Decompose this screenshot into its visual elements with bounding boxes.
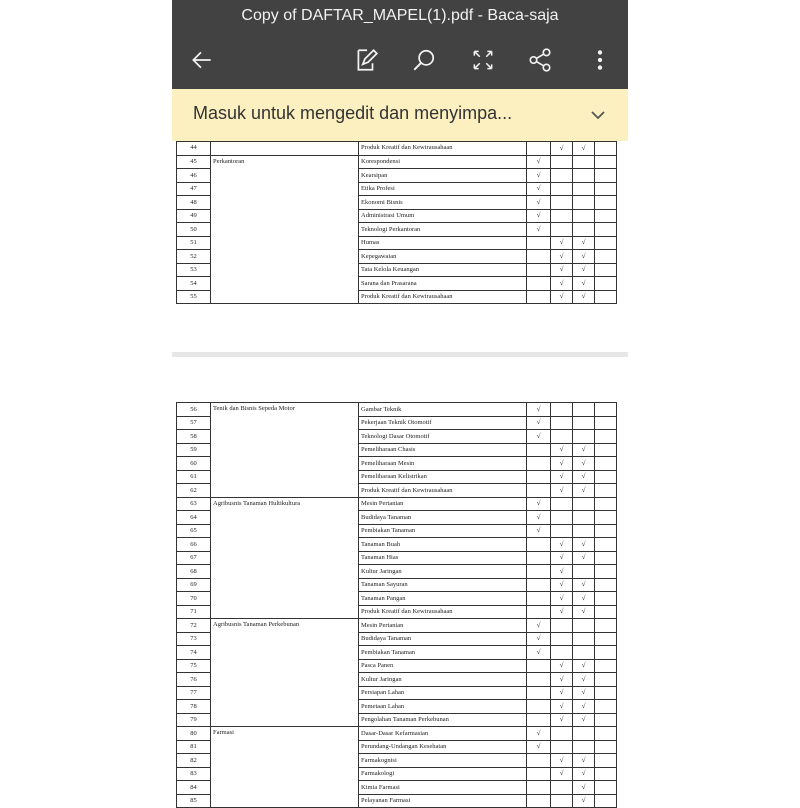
check-cell-4 [595,250,617,264]
check-cell-4 [595,470,617,484]
check-cell-4 [595,619,617,633]
program-cell: Perkantoran [211,155,359,304]
edit-icon[interactable] [350,44,382,76]
subject-cell: Perundang-Undangan Kesehatan [359,740,527,754]
check-cell-4 [595,605,617,619]
table-row [177,142,617,156]
subject-cell: Korespondensi [359,155,527,169]
check-cell-1 [527,142,551,156]
check-cell-4 [595,781,617,795]
row-number-cell: 45 [177,155,211,169]
check-cell-4 [595,403,617,417]
check-cell-2: √ [551,659,573,673]
row-number-cell: 84 [177,781,211,795]
program-cell: Agribusnis Tanaman Perkebunan [211,619,359,727]
check-cell-1 [527,290,551,304]
program-cell: Tenik dan Bisnis Sepeda Motor [211,403,359,498]
subject-cell: Kimia Farmasi [359,781,527,795]
subject-cell: Pemeliharaan Mesin [359,457,527,471]
check-cell-3: √ [573,605,595,619]
check-cell-4 [595,673,617,687]
row-number-cell: 59 [177,443,211,457]
subject-table-page-2 [176,402,617,808]
check-cell-3 [573,223,595,237]
check-cell-3: √ [573,686,595,700]
program-cell [211,142,359,156]
row-number-cell: 80 [177,727,211,741]
check-cell-1 [527,686,551,700]
row-number-cell: 70 [177,592,211,606]
row-number-cell: 51 [177,236,211,250]
row-number-cell: 50 [177,223,211,237]
check-cell-4 [595,142,617,156]
check-cell-2: √ [551,236,573,250]
row-number-cell: 69 [177,578,211,592]
check-cell-4 [595,209,617,223]
check-cell-1 [527,605,551,619]
subject-cell: Tanaman Pangan [359,592,527,606]
check-cell-4 [595,443,617,457]
check-cell-1: √ [527,169,551,183]
check-cell-1 [527,457,551,471]
subject-cell: Budidaya Tanaman [359,632,527,646]
row-number-cell: 68 [177,565,211,579]
row-number-cell: 54 [177,277,211,291]
check-cell-3 [573,169,595,183]
subject-cell: Etika Profesi [359,182,527,196]
subject-cell: Produk Kreatif dan Kewirausahaan [359,605,527,619]
row-number-cell: 55 [177,290,211,304]
subject-cell: Mesin Pertanian [359,619,527,633]
row-number-cell: 46 [177,169,211,183]
search-icon[interactable] [408,44,440,76]
check-cell-2: √ [551,250,573,264]
check-cell-1: √ [527,155,551,169]
subject-cell: Kultur Jaringan [359,565,527,579]
check-cell-3 [573,403,595,417]
check-cell-4 [595,169,617,183]
check-cell-1: √ [527,632,551,646]
fullscreen-icon[interactable] [467,44,499,76]
subject-cell: Administrasi Umum [359,209,527,223]
subject-cell: Humas [359,236,527,250]
check-cell-4 [595,551,617,565]
check-cell-1 [527,673,551,687]
check-cell-1: √ [527,403,551,417]
check-cell-2 [551,524,573,538]
check-cell-1 [527,565,551,579]
subject-cell: Mesin Pertanian [359,497,527,511]
check-cell-4 [595,740,617,754]
check-cell-3: √ [573,713,595,727]
subject-cell: Farmakognisi [359,754,527,768]
check-cell-4 [595,182,617,196]
check-cell-3 [573,524,595,538]
check-cell-2: √ [551,700,573,714]
check-cell-2: √ [551,443,573,457]
subject-cell: Pemeliharaan Kelistrikan [359,470,527,484]
program-cell: Farmasi [211,727,359,808]
row-number-cell: 66 [177,538,211,552]
check-cell-3 [573,619,595,633]
check-cell-4 [595,632,617,646]
check-cell-1: √ [527,646,551,660]
check-cell-4 [595,592,617,606]
check-cell-3: √ [573,700,595,714]
check-cell-3: √ [573,250,595,264]
check-cell-4 [595,659,617,673]
check-cell-2: √ [551,767,573,781]
subject-cell: Kearsipan [359,169,527,183]
table-row [177,619,617,633]
check-cell-4 [595,713,617,727]
check-cell-2: √ [551,263,573,277]
row-number-cell: 44 [177,142,211,156]
check-cell-3: √ [573,551,595,565]
check-cell-1 [527,659,551,673]
check-cell-2 [551,223,573,237]
row-number-cell: 57 [177,416,211,430]
check-cell-2: √ [551,578,573,592]
subject-cell: Tanaman Buah [359,538,527,552]
check-cell-3 [573,740,595,754]
check-cell-3: √ [573,673,595,687]
check-cell-3 [573,155,595,169]
check-cell-4 [595,457,617,471]
row-number-cell: 52 [177,250,211,264]
check-cell-2: √ [551,277,573,291]
row-number-cell: 72 [177,619,211,633]
check-cell-2: √ [551,713,573,727]
subject-cell: Produk Kreatif dan Kewirausahaan [359,290,527,304]
check-cell-3 [573,632,595,646]
pdf-viewer-screen [172,0,628,805]
subject-cell: Persiapan Lahan [359,686,527,700]
check-cell-4 [595,223,617,237]
check-cell-4 [595,263,617,277]
subject-cell: Gambar Teknik [359,403,527,417]
check-cell-2 [551,632,573,646]
check-cell-1 [527,470,551,484]
check-cell-1: √ [527,511,551,525]
check-cell-2 [551,740,573,754]
subject-cell: Produk Kreatif dan Kewirausahaan [359,142,527,156]
check-cell-3 [573,497,595,511]
check-cell-4 [595,277,617,291]
subject-table-page-1 [176,141,617,304]
check-cell-2: √ [551,551,573,565]
check-cell-3: √ [573,538,595,552]
check-cell-1: √ [527,416,551,430]
check-cell-2 [551,155,573,169]
check-cell-2: √ [551,605,573,619]
check-cell-4 [595,578,617,592]
check-cell-1: √ [527,619,551,633]
check-cell-2 [551,619,573,633]
row-number-cell: 67 [177,551,211,565]
check-cell-3 [573,182,595,196]
check-cell-2 [551,646,573,660]
check-cell-2 [551,430,573,444]
row-number-cell: 71 [177,605,211,619]
check-cell-4 [595,727,617,741]
check-cell-4 [595,497,617,511]
check-cell-2: √ [551,592,573,606]
check-cell-2 [551,781,573,795]
check-cell-2 [551,209,573,223]
check-cell-3 [573,727,595,741]
page-separator [172,352,628,357]
check-cell-3: √ [573,290,595,304]
check-cell-3: √ [573,754,595,768]
table-row [177,497,617,511]
row-number-cell: 61 [177,470,211,484]
check-cell-2: √ [551,142,573,156]
check-cell-2: √ [551,457,573,471]
check-cell-1: √ [527,182,551,196]
check-cell-3: √ [573,767,595,781]
row-number-cell: 64 [177,511,211,525]
check-cell-1 [527,794,551,808]
check-cell-2 [551,169,573,183]
row-number-cell: 60 [177,457,211,471]
check-cell-1 [527,250,551,264]
row-number-cell: 75 [177,659,211,673]
check-cell-3 [573,430,595,444]
subject-cell: Tanaman Hias [359,551,527,565]
subject-cell: Sarana dan Prasarana [359,277,527,291]
row-number-cell: 53 [177,263,211,277]
row-number-cell: 83 [177,767,211,781]
banner-text: Masuk untuk mengedit dan menyimpa... [193,103,513,123]
subject-cell: Pasca Panen [359,659,527,673]
check-cell-2 [551,497,573,511]
check-cell-3 [573,209,595,223]
check-cell-4 [595,538,617,552]
subject-cell: Farmakologi [359,767,527,781]
subject-cell: Pembiakan Tanaman [359,646,527,660]
check-cell-1 [527,538,551,552]
table-row [177,403,617,417]
check-cell-1 [527,592,551,606]
check-cell-1: √ [527,196,551,210]
check-cell-2 [551,511,573,525]
check-cell-4 [595,565,617,579]
subject-cell: Tata Kelola Keuangan [359,263,527,277]
row-number-cell: 81 [177,740,211,754]
subject-cell: Ekonomi Bisnis [359,196,527,210]
check-cell-3: √ [573,443,595,457]
back-arrow-icon[interactable] [186,44,218,76]
table-row [177,727,617,741]
check-cell-4 [595,416,617,430]
check-cell-3: √ [573,470,595,484]
row-number-cell: 82 [177,754,211,768]
subject-cell: Pembiakan Tanaman [359,524,527,538]
row-number-cell: 73 [177,632,211,646]
check-cell-1 [527,277,551,291]
check-cell-1: √ [527,209,551,223]
check-cell-3: √ [573,236,595,250]
check-cell-1 [527,484,551,498]
check-cell-3: √ [573,142,595,156]
row-number-cell: 48 [177,196,211,210]
row-number-cell: 79 [177,713,211,727]
check-cell-2: √ [551,754,573,768]
row-number-cell: 78 [177,700,211,714]
check-cell-4 [595,290,617,304]
check-cell-3: √ [573,592,595,606]
subject-cell: Kepegawaian [359,250,527,264]
subject-cell: Dasar-Dasar Kefarmasian [359,727,527,741]
check-cell-4 [595,430,617,444]
row-number-cell: 76 [177,673,211,687]
check-cell-2: √ [551,290,573,304]
check-cell-3 [573,511,595,525]
check-cell-4 [595,686,617,700]
check-cell-4 [595,511,617,525]
document-title: Copy of DAFTAR_MAPEL(1).pdf - Baca-saja [241,7,559,24]
row-number-cell: 58 [177,430,211,444]
check-cell-1: √ [527,223,551,237]
subject-cell: Teknologi Dasar Otomotif [359,430,527,444]
check-cell-1 [527,443,551,457]
more-vert-icon[interactable] [584,44,616,76]
program-cell: Agribusnis Tanaman Hultikultura [211,497,359,619]
check-cell-1 [527,700,551,714]
subject-cell: Pemeliharaan Chasis [359,443,527,457]
subject-cell: Pekerjaan Teknik Otomotif [359,416,527,430]
check-cell-4 [595,236,617,250]
app-toolbar [172,0,628,89]
check-cell-4 [595,484,617,498]
check-cell-3 [573,196,595,210]
check-cell-1: √ [527,740,551,754]
subject-cell: Pelayanan Farmasi [359,794,527,808]
check-cell-2 [551,727,573,741]
check-cell-3: √ [573,781,595,795]
check-cell-2: √ [551,470,573,484]
check-cell-1: √ [527,727,551,741]
check-cell-3 [573,646,595,660]
check-cell-1 [527,578,551,592]
row-number-cell: 47 [177,182,211,196]
table-row [177,155,617,169]
row-number-cell: 62 [177,484,211,498]
check-cell-2: √ [551,673,573,687]
row-number-cell: 65 [177,524,211,538]
row-number-cell: 56 [177,403,211,417]
check-cell-3: √ [573,263,595,277]
check-cell-4 [595,524,617,538]
check-cell-2 [551,182,573,196]
check-cell-3 [573,416,595,430]
row-number-cell: 85 [177,794,211,808]
subject-cell: Budidaya Tanaman [359,511,527,525]
check-cell-1: √ [527,430,551,444]
check-cell-1 [527,236,551,250]
check-cell-2 [551,794,573,808]
row-number-cell: 49 [177,209,211,223]
subject-cell: Produk Kreatif dan Kewirausahaan [359,484,527,498]
subject-cell: Pemetaan Lahan [359,700,527,714]
chevron-down-icon[interactable] [586,103,610,127]
check-cell-1: √ [527,524,551,538]
subject-cell: Tanaman Sayuran [359,578,527,592]
row-number-cell: 63 [177,497,211,511]
check-cell-2: √ [551,538,573,552]
row-number-cell: 77 [177,686,211,700]
check-cell-2: √ [551,484,573,498]
check-cell-3: √ [573,277,595,291]
check-cell-3: √ [573,484,595,498]
check-cell-4 [595,155,617,169]
check-cell-3: √ [573,578,595,592]
check-cell-1 [527,781,551,795]
check-cell-2: √ [551,686,573,700]
check-cell-2 [551,403,573,417]
check-cell-4 [595,794,617,808]
check-cell-4 [595,646,617,660]
check-cell-1 [527,767,551,781]
check-cell-1 [527,551,551,565]
check-cell-3: √ [573,794,595,808]
check-cell-3: √ [573,659,595,673]
check-cell-4 [595,754,617,768]
share-icon[interactable] [524,44,556,76]
check-cell-2 [551,416,573,430]
subject-cell: Teknologi Perkantoran [359,223,527,237]
check-cell-3: √ [573,457,595,471]
check-cell-4 [595,196,617,210]
check-cell-2: √ [551,565,573,579]
check-cell-4 [595,700,617,714]
subject-cell: Kultur Jaringan [359,673,527,687]
row-number-cell: 74 [177,646,211,660]
check-cell-1: √ [527,497,551,511]
check-cell-4 [595,767,617,781]
check-cell-3 [573,565,595,579]
check-cell-1 [527,754,551,768]
check-cell-1 [527,263,551,277]
subject-cell: Pengolahan Tanaman Perkebunan [359,713,527,727]
check-cell-1 [527,713,551,727]
check-cell-2 [551,196,573,210]
sign-in-banner[interactable] [172,89,628,141]
